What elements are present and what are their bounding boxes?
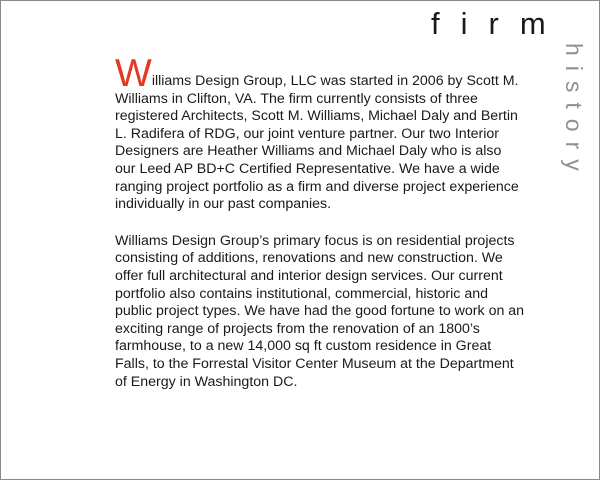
drop-cap: W	[115, 52, 152, 95]
page-title: firm	[431, 6, 567, 41]
article-body	[115, 52, 525, 391]
paragraph-intro	[115, 52, 525, 214]
paragraph-intro-text: illiams Design Group, LLC was started in 2006 by Scott M. Williams in Clifton, VA. The firm currently consists of three registered Architects, Scott M. Williams, Michael Daly and Bertin L. Radifera of RDG, our joint venture partner. Our two Interior Designers are Heather Williams and Michael Daly who is also our Leed AP BD+C Certified Representative. We have a wide ranging project portfolio as a firm and diverse project experience individually in our past companies.	[115, 73, 519, 213]
page-subtitle: history	[561, 43, 587, 181]
paragraph-focus: Williams Design Group’s primary focus is on residential projects consisting of additions, renovations and new construction. We offer full architectural and interior design services. Our current portfolio also contains institutional, commercial, historic and public project types. We have had the good fortune to work on an exciting range of projects from the renovation of an 1800’s farmhouse, to a new 14,000 sq ft custom residence in Great Falls, to the Forrestal Visitor Center Museum at the Department of Energy in Washington DC.	[115, 232, 525, 390]
